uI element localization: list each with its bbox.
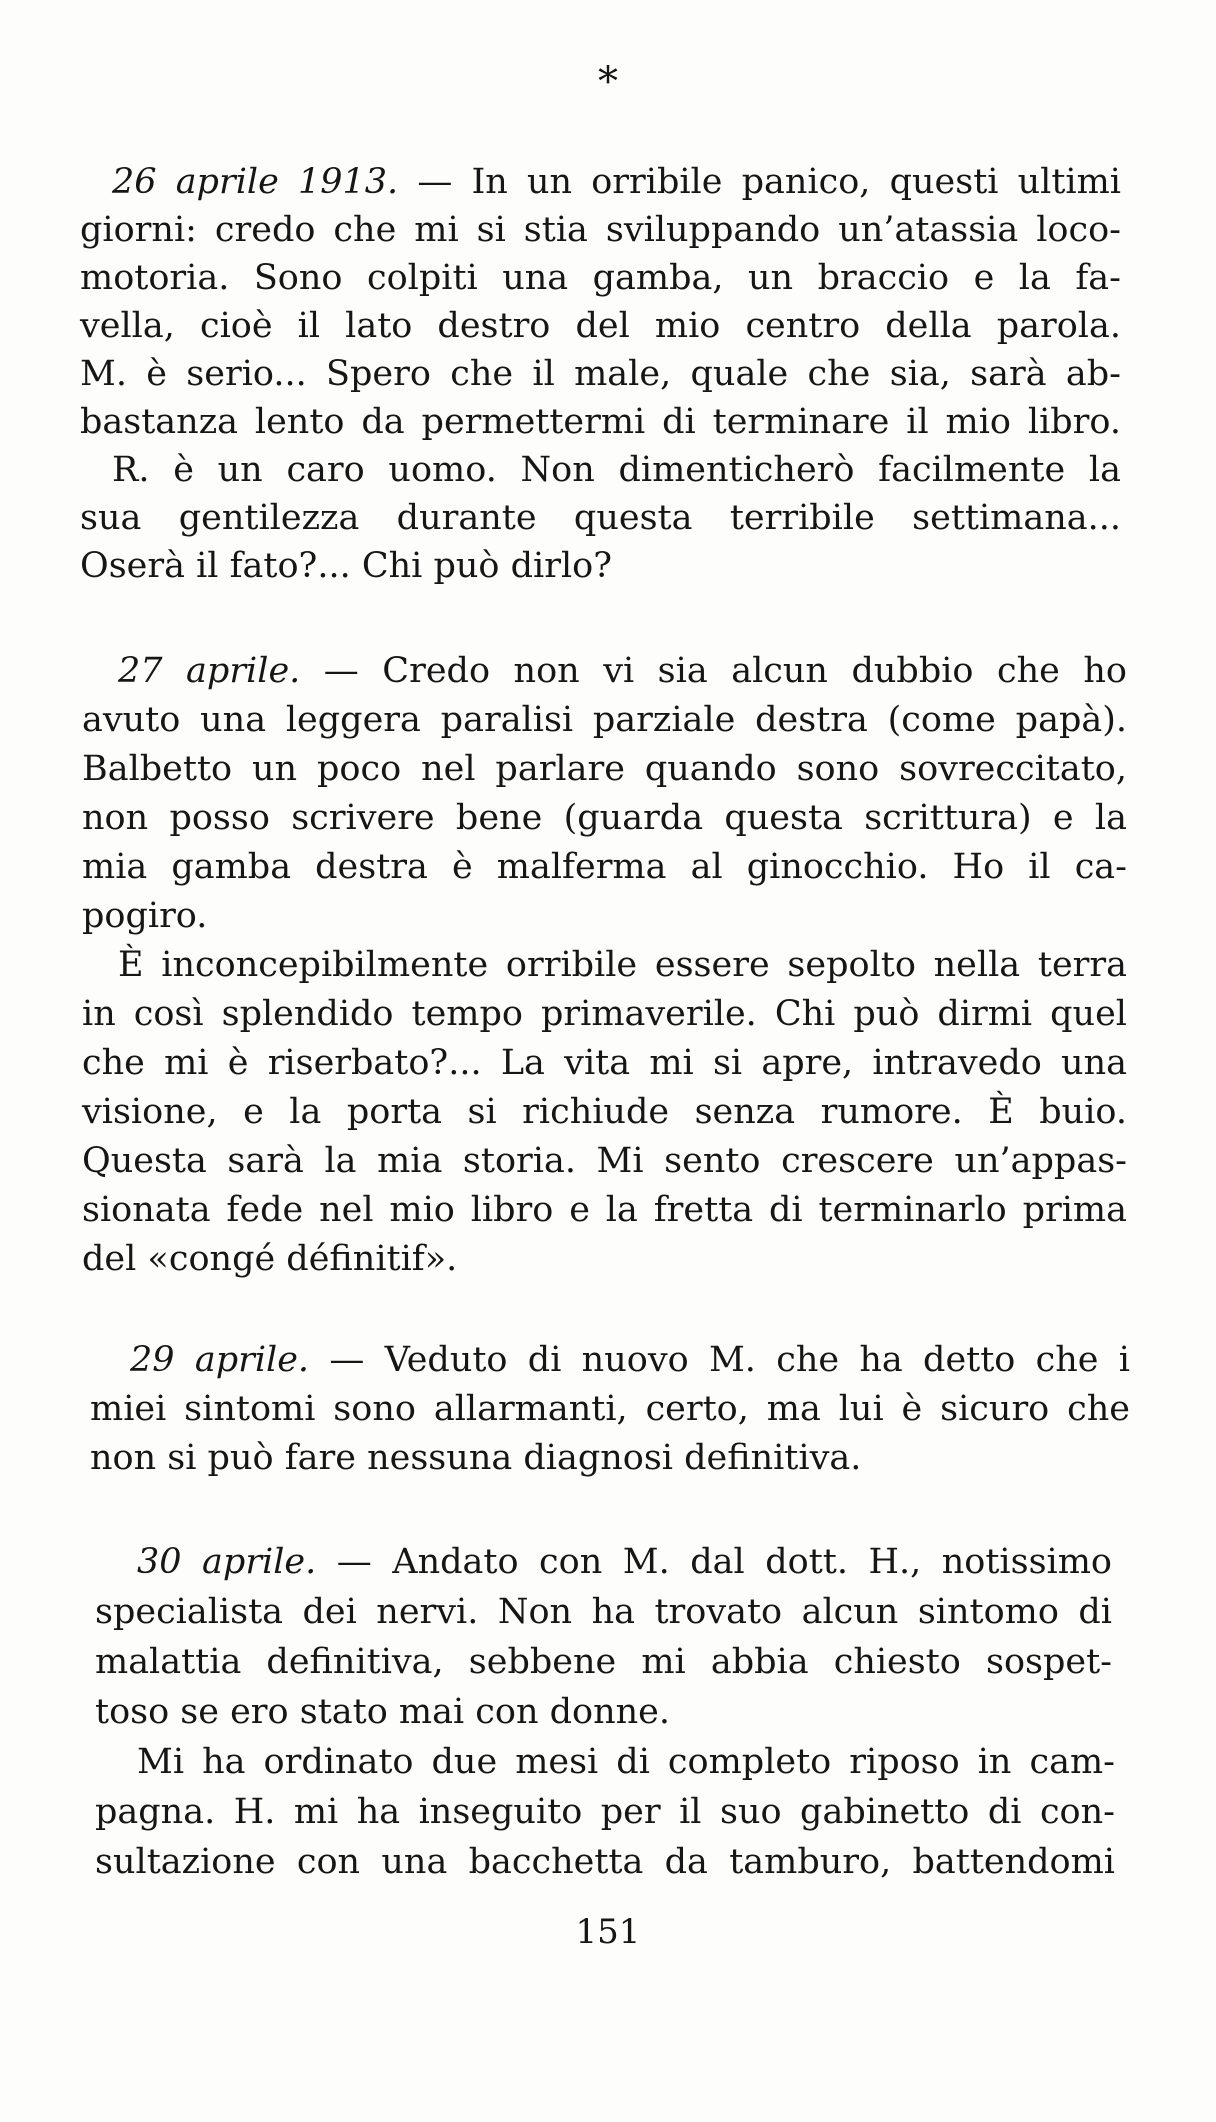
entry-date: 30 aprile. — [137, 1542, 317, 1582]
entry-line: sultazione con una bacchetta da tamburo, battendomi — [95, 1842, 1115, 1882]
entry-date: 26 aprile 1913. — [112, 162, 399, 202]
entry-line: pagna. H. mi ha inseguito per il suo gabinetto di con- — [95, 1792, 1115, 1832]
entry-line: giorni: credo che mi si stia sviluppando un’atassia loco- — [80, 210, 1121, 250]
entry-line: È inconcepibilmente orribile essere sepolto nella terra — [118, 945, 1127, 985]
entry-line: 26 aprile 1913. — In un orribile panico, questi ultimi — [112, 162, 1121, 202]
entry-date: 29 aprile. — [130, 1340, 310, 1380]
entry-line: Balbetto un poco nel parlare quando sono sovreccitato, — [82, 749, 1127, 789]
entry-line: M. è serio... Spero che il male, quale che sia, sarà ab- — [80, 354, 1121, 394]
entry-line: in così splendido tempo primaverile. Chi può dirmi quel — [82, 994, 1127, 1034]
page-number: 151 — [575, 1912, 641, 1952]
entry-line: malattia definitiva, sebbene mi abbia chiesto sospet- — [95, 1642, 1112, 1682]
entry-line: Questa sarà la mia storia. Mi sento crescere un’appas- — [82, 1141, 1127, 1181]
entry-line: specialista dei nervi. Non ha trovato alcun sintomo di — [95, 1592, 1112, 1632]
entry-line: 29 aprile. — Veduto di nuovo M. che ha detto che i — [130, 1340, 1131, 1380]
entry-line: del «congé définitif». — [82, 1239, 458, 1279]
entry-line: bastanza lento da permettermi di terminare il mio libro. — [80, 402, 1121, 442]
section-ornament: * — [598, 59, 618, 105]
entry-line: 27 aprile. — Credo non vi sia alcun dubbio che ho — [118, 651, 1127, 691]
entry-line: che mi è riserbato?... La vita mi si apre, intravedo una — [82, 1043, 1127, 1083]
entry-line: vella, cioè il lato destro del mio centro della parola. — [80, 306, 1121, 346]
entry-line: miei sintomi sono allarmanti, certo, ma lui è sicuro che — [90, 1389, 1130, 1429]
entry-line: motoria. Sono colpiti una gamba, un braccio e la fa- — [80, 258, 1121, 298]
entry-line: 30 aprile. — Andato con M. dal dott. H., notissimo — [137, 1542, 1112, 1582]
entry-line: pogiro. — [82, 896, 208, 936]
entry-line: mia gamba destra è malferma al ginocchio. Ho il ca- — [82, 847, 1127, 887]
entry-line: toso se ero stato mai con donne. — [95, 1692, 671, 1732]
entry-line: visione, e la porta si richiude senza rumore. È buio. — [82, 1092, 1127, 1132]
entry-line: sua gentilezza durante questa terribile settimana... — [80, 498, 1121, 538]
entry-line: non si può fare nessuna diagnosi definitiva. — [90, 1438, 862, 1478]
entry-line: Oserà il fato?... Chi può dirlo? — [80, 546, 612, 586]
entry-line: R. è un caro uomo. Non dimenticherò facilmente la — [112, 450, 1121, 490]
entry-line: Mi ha ordinato due mesi di completo riposo in cam- — [137, 1742, 1115, 1782]
entry-line: non posso scrivere bene (guarda questa scrittura) e la — [82, 798, 1127, 838]
entry-line: avuto una leggera paralisi parziale destra (come papà). — [82, 700, 1127, 740]
entry-date: 27 aprile. — [118, 651, 301, 691]
entry-line: sionata fede nel mio libro e la fretta di terminarlo prima — [82, 1190, 1127, 1230]
